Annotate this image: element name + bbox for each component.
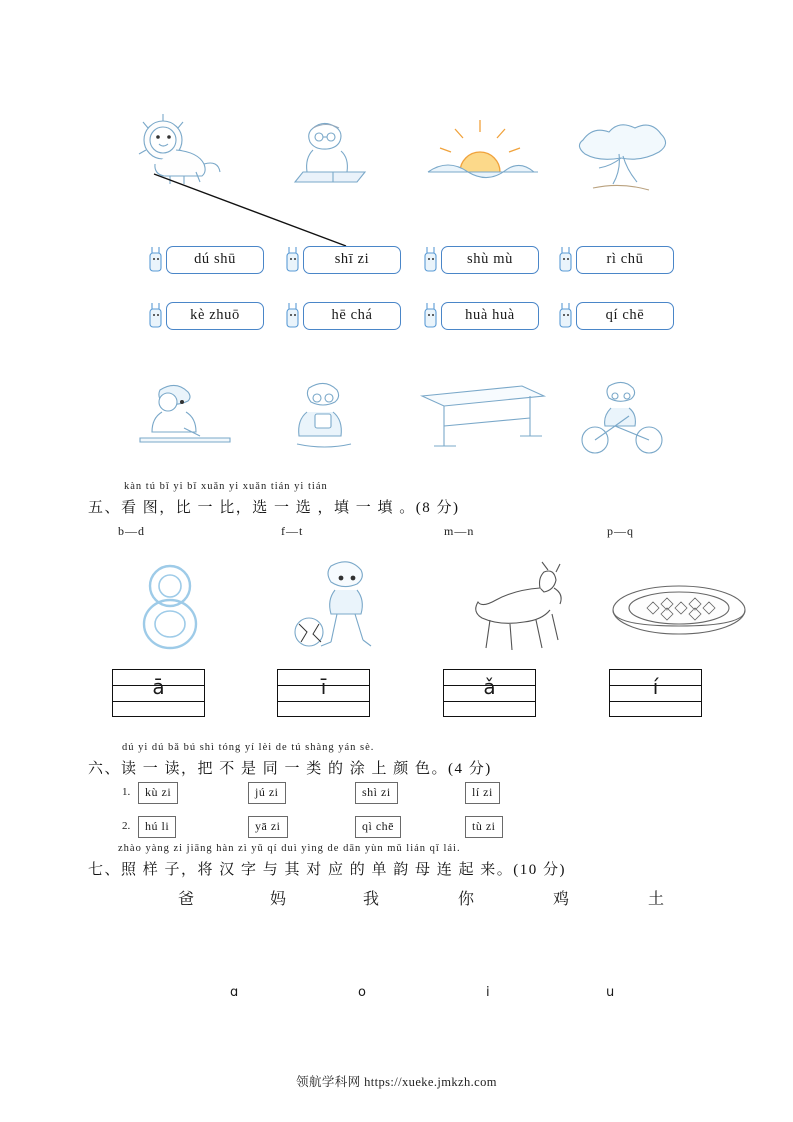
hanzi-wo[interactable]: 我 [363, 889, 380, 908]
vowel-a[interactable]: ɑ [230, 985, 239, 1000]
word-box-huli[interactable]: hú li [138, 816, 176, 838]
hanzi-ba[interactable]: 爸 [178, 889, 195, 908]
word-box-lizi[interactable]: lí zi [465, 782, 500, 804]
word-box-qiche[interactable]: qì chē [355, 816, 401, 838]
word-label: hē chá [303, 302, 401, 330]
hanzi-ma[interactable]: 妈 [270, 889, 287, 908]
answer-grid-2[interactable] [277, 669, 370, 717]
word-card-hua-hua[interactable] [423, 301, 539, 331]
answer-grid-3[interactable] [443, 669, 536, 717]
boy-playing-football-picture [273, 552, 433, 657]
child-drinking-tea-picture [263, 372, 408, 467]
section6-row-number: 1. [122, 786, 131, 798]
letter-pair-mn: m—n [444, 524, 475, 538]
word-card-du-shu[interactable] [148, 245, 264, 275]
word-label: huà huà [441, 302, 539, 330]
word-label: shī zi [303, 246, 401, 274]
bunny-icon [558, 245, 574, 275]
vowel-o[interactable]: o [358, 985, 366, 1000]
word-box-tuzi[interactable]: tù zi [465, 816, 503, 838]
section7-title: 七、照 样 子，将 汉 字 与 其 对 应 的 单 韵 母 连 起 来。(10 分) [88, 862, 566, 878]
vowel-u[interactable]: u [606, 985, 615, 1000]
answer-vowel: í [652, 675, 659, 699]
hanzi-ji[interactable]: 鸡 [553, 889, 570, 908]
section5-picture-row [110, 552, 720, 662]
word-box-kuzi[interactable]: kù zi [138, 782, 178, 804]
word-card-ke-zhuo[interactable] [148, 301, 264, 331]
letter-pair-pq: p—q [607, 524, 634, 538]
bunny-icon [423, 245, 439, 275]
section6-title: 六、读 一 读，把 不 是 同 一 类 的 涂 上 颜 色。(4 分) [88, 761, 492, 777]
answer-grid-1[interactable] [112, 669, 205, 717]
bunny-icon [285, 301, 301, 331]
word-box-yazi[interactable]: yā zi [248, 816, 288, 838]
word-card-qi-che[interactable] [558, 301, 674, 331]
bunny-icon [558, 301, 574, 331]
answer-grid-4[interactable] [609, 669, 702, 717]
answer-vowel: ā [152, 675, 165, 699]
word-card-shi-zi[interactable] [285, 245, 401, 275]
hanzi-ni[interactable]: 你 [458, 889, 475, 908]
number-eight-picture [110, 552, 270, 657]
bunny-icon [285, 245, 301, 275]
section5-pinyin: kàn tú bǐ yi bǐ xuǎn yi xuǎn tián yi tián [124, 481, 328, 492]
word-box-shizi[interactable]: shì zi [355, 782, 398, 804]
answer-vowel: ī [320, 675, 327, 699]
desk-picture [408, 372, 553, 467]
vowel-i[interactable]: i [486, 985, 490, 1000]
letter-pair-ft: f—t [281, 524, 304, 538]
bunny-icon [423, 301, 439, 331]
sunrise-picture [408, 110, 553, 205]
word-box-juzi[interactable]: jú zi [248, 782, 286, 804]
child-drawing-picture [118, 372, 263, 467]
horse-picture [436, 552, 596, 657]
section7-pinyin: zhào yàng zi jiāng hàn zì yǔ qí duì yìng de dān yùn mǔ lián qǐ lái. [118, 843, 461, 854]
letter-pair-bd: b—d [118, 524, 145, 538]
section6-pinyin: dú yi dú bǎ bú shì tóng yí lèi de tú shàng yán sè. [122, 742, 375, 753]
bunny-icon [148, 301, 164, 331]
bottom-picture-row [118, 372, 698, 462]
word-label: kè zhuō [166, 302, 264, 330]
answer-vowel: ǎ [483, 675, 496, 699]
word-label: rì chū [576, 246, 674, 274]
child-riding-bike-picture [553, 372, 698, 467]
bunny-icon [148, 245, 164, 275]
footer-watermark [0, 1072, 793, 1090]
word-label: dú shū [166, 246, 264, 274]
word-label: shù mù [441, 246, 539, 274]
section6-row-number: 2. [122, 820, 131, 832]
section5-title: 五、看 图，比 一 比，选 一 选 ，填 一 填 。(8 分) [88, 500, 460, 516]
basket-of-eggs-picture [599, 552, 769, 657]
hanzi-tu[interactable]: 土 [648, 889, 665, 908]
word-card-he-cha[interactable] [285, 301, 401, 331]
word-card-ri-chu[interactable] [558, 245, 674, 275]
footer-text: 领航学科网 https://xueke.jmkzh.com [296, 1075, 497, 1089]
word-label: qí chē [576, 302, 674, 330]
word-card-shu-mu[interactable] [423, 245, 539, 275]
tree-picture [553, 110, 698, 205]
